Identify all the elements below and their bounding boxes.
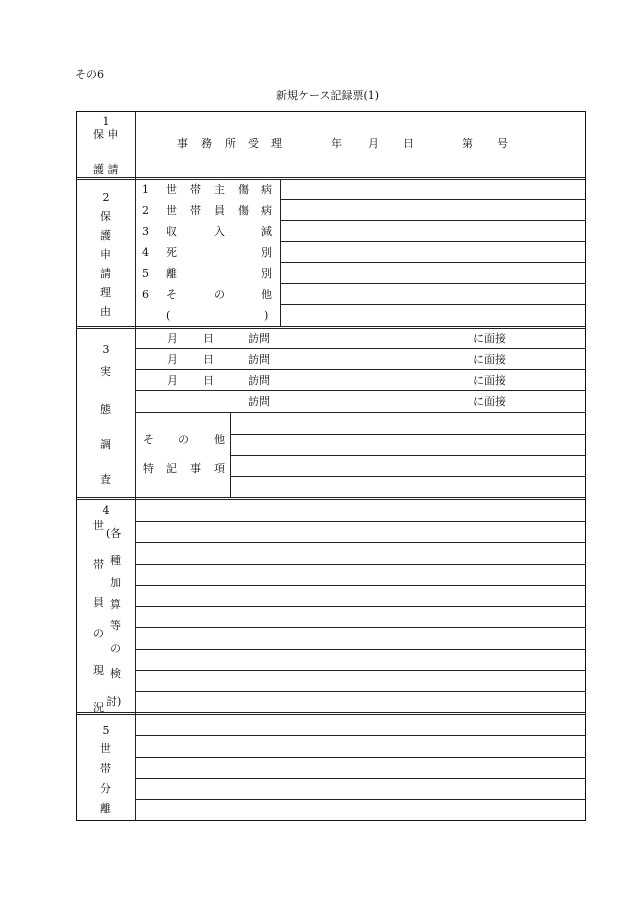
visit-month-label: 月 — [167, 332, 178, 345]
household-separation-field[interactable] — [136, 715, 585, 819]
reason-number: 4 — [142, 246, 149, 259]
household-status-field[interactable] — [136, 500, 585, 712]
notes-label-char: 事 — [190, 462, 201, 475]
section-3-label-char: 態 — [100, 403, 111, 416]
section-4-label-char: 帯 — [93, 558, 104, 571]
visit-field[interactable] — [282, 350, 470, 368]
reason-char: 世 — [166, 204, 177, 217]
paren-close: ) — [264, 309, 269, 322]
reason-char: 帯 — [190, 183, 201, 196]
reason-number: 2 — [142, 204, 149, 217]
reason-char: 入 — [214, 225, 225, 238]
section-4-label-char: 員 — [93, 596, 104, 609]
reason-char: 主 — [214, 183, 225, 196]
reason-number: 3 — [142, 225, 149, 238]
reason-char: そ — [166, 288, 177, 301]
visit-field[interactable] — [282, 392, 470, 411]
visit-day-label: 日 — [203, 353, 214, 366]
visit-day-label: 日 — [203, 374, 214, 387]
section-3-label-char: 調 — [100, 438, 111, 451]
section-2-number: 2 — [102, 191, 110, 204]
other-label-char: そ — [143, 433, 154, 446]
section-4-label-char: 況 — [93, 701, 104, 714]
section-3-label-char: 実 — [100, 365, 111, 378]
visit-row-line — [136, 390, 586, 391]
section-4-sublabel-char: 検 — [110, 667, 121, 680]
visit-month-label: 月 — [167, 353, 178, 366]
reason-row-line — [280, 199, 586, 200]
other-label-char: の — [178, 433, 189, 446]
reason-row-line — [280, 283, 586, 284]
section-4-sublabel-char: 等 — [110, 619, 121, 632]
reception-char: 理 — [271, 137, 282, 150]
day-label: 日 — [403, 137, 414, 150]
reason-field[interactable] — [281, 243, 585, 261]
section-4-number: 4 — [102, 504, 110, 517]
reason-row-line — [280, 304, 586, 305]
reason-field[interactable] — [281, 222, 585, 240]
section-2-label-char: 護 — [100, 229, 111, 242]
year-label: 年 — [331, 137, 342, 150]
reason-field[interactable] — [281, 180, 585, 198]
section-4-sublabel-char: の — [110, 642, 121, 655]
reception-char: 務 — [201, 137, 212, 150]
visit-label: 訪問 — [248, 395, 270, 408]
reason-row-line — [280, 262, 586, 263]
interview-label: に面接 — [473, 332, 506, 345]
section-2-label-char: 由 — [100, 305, 111, 318]
visit-field[interactable] — [282, 371, 470, 389]
section-4-label-char: 世 — [93, 519, 104, 532]
reason-char: 病 — [261, 204, 272, 217]
section-4-sublabel-char: 種 — [110, 554, 121, 567]
section-1-label-bottom: 護 請 — [93, 163, 119, 176]
section-3-number: 3 — [102, 343, 110, 356]
visit-day-label: 日 — [203, 332, 214, 345]
reason-char: 減 — [261, 225, 272, 238]
interview-label: に面接 — [473, 353, 506, 366]
divider — [76, 177, 586, 178]
reason-char: 傷 — [238, 204, 249, 217]
visit-month-label: 月 — [167, 374, 178, 387]
reason-char: 員 — [214, 204, 225, 217]
visit-row-line — [136, 348, 586, 349]
reason-char: 帯 — [190, 204, 201, 217]
section-5-label-char: 離 — [100, 802, 111, 815]
section-2-label-char: 保 — [100, 210, 111, 223]
section-5-number: 5 — [102, 724, 110, 737]
reason-char: 収 — [166, 225, 177, 238]
visit-field[interactable] — [282, 329, 470, 347]
section-1-number: 1 — [102, 115, 110, 128]
reception-char: 事 — [177, 137, 188, 150]
section-5-label-char: 世 — [100, 742, 111, 755]
interview-label: に面接 — [473, 395, 506, 408]
section-1-label-top: 保 申 — [93, 128, 119, 141]
month-label: 月 — [368, 137, 379, 150]
reason-field[interactable] — [281, 264, 585, 282]
reason-char: 死 — [166, 246, 177, 259]
section-4-label-char: 現 — [93, 664, 104, 677]
reason-char: 離 — [166, 267, 177, 280]
divider — [76, 326, 586, 327]
section-2-label-char: 理 — [100, 286, 111, 299]
reason-number: 5 — [142, 267, 149, 280]
reason-number: 6 — [142, 288, 149, 301]
section-4-sublabel-char: 討) — [106, 695, 122, 708]
divider — [76, 712, 586, 713]
reason-number: 1 — [142, 183, 149, 196]
reason-char: の — [214, 288, 225, 301]
reason-row-line — [280, 220, 586, 221]
interview-label: に面接 — [473, 374, 506, 387]
notes-label-char: 特 — [143, 462, 154, 475]
section-4-label-char: の — [93, 627, 104, 640]
section-5-label-char: 帯 — [100, 762, 111, 775]
form-title: 新規ケース記録票(1) — [276, 89, 380, 102]
visit-label: 訪問 — [248, 353, 270, 366]
reason-char: 別 — [261, 267, 272, 280]
visit-row-line — [136, 369, 586, 370]
section-3-label-char: 査 — [100, 473, 111, 486]
reason-char: 他 — [261, 288, 272, 301]
section-4-sublabel-char: 加 — [110, 576, 121, 589]
reason-field[interactable] — [281, 285, 585, 303]
visit-label: 訪問 — [248, 332, 270, 345]
section-4-sublabel-char: (各 — [106, 527, 122, 540]
reason-field[interactable] — [281, 201, 585, 219]
visit-label: 訪問 — [248, 374, 270, 387]
notes-label-char: 記 — [166, 462, 177, 475]
reason-row-line — [280, 241, 586, 242]
reason-char: 別 — [261, 246, 272, 259]
reason-char: 世 — [166, 183, 177, 196]
reception-char: 受 — [248, 137, 259, 150]
divider — [76, 497, 586, 498]
section-2-label-char: 申 — [100, 248, 111, 261]
section-2-label-char: 請 — [100, 267, 111, 280]
reason-field[interactable] — [281, 306, 585, 326]
serial-prefix: 第 — [462, 137, 473, 150]
paren-open: ( — [166, 309, 171, 322]
section-5-label-char: 分 — [100, 782, 111, 795]
serial-suffix: 号 — [497, 137, 508, 150]
reception-char: 所 — [225, 137, 236, 150]
reason-char: 病 — [261, 183, 272, 196]
section-4-sublabel-char: 算 — [110, 598, 121, 611]
special-notes-field[interactable] — [231, 413, 585, 497]
other-label-char: 他 — [214, 433, 225, 446]
notes-label-char: 項 — [214, 462, 225, 475]
reason-char: 傷 — [238, 183, 249, 196]
page-label: その6 — [75, 68, 104, 81]
